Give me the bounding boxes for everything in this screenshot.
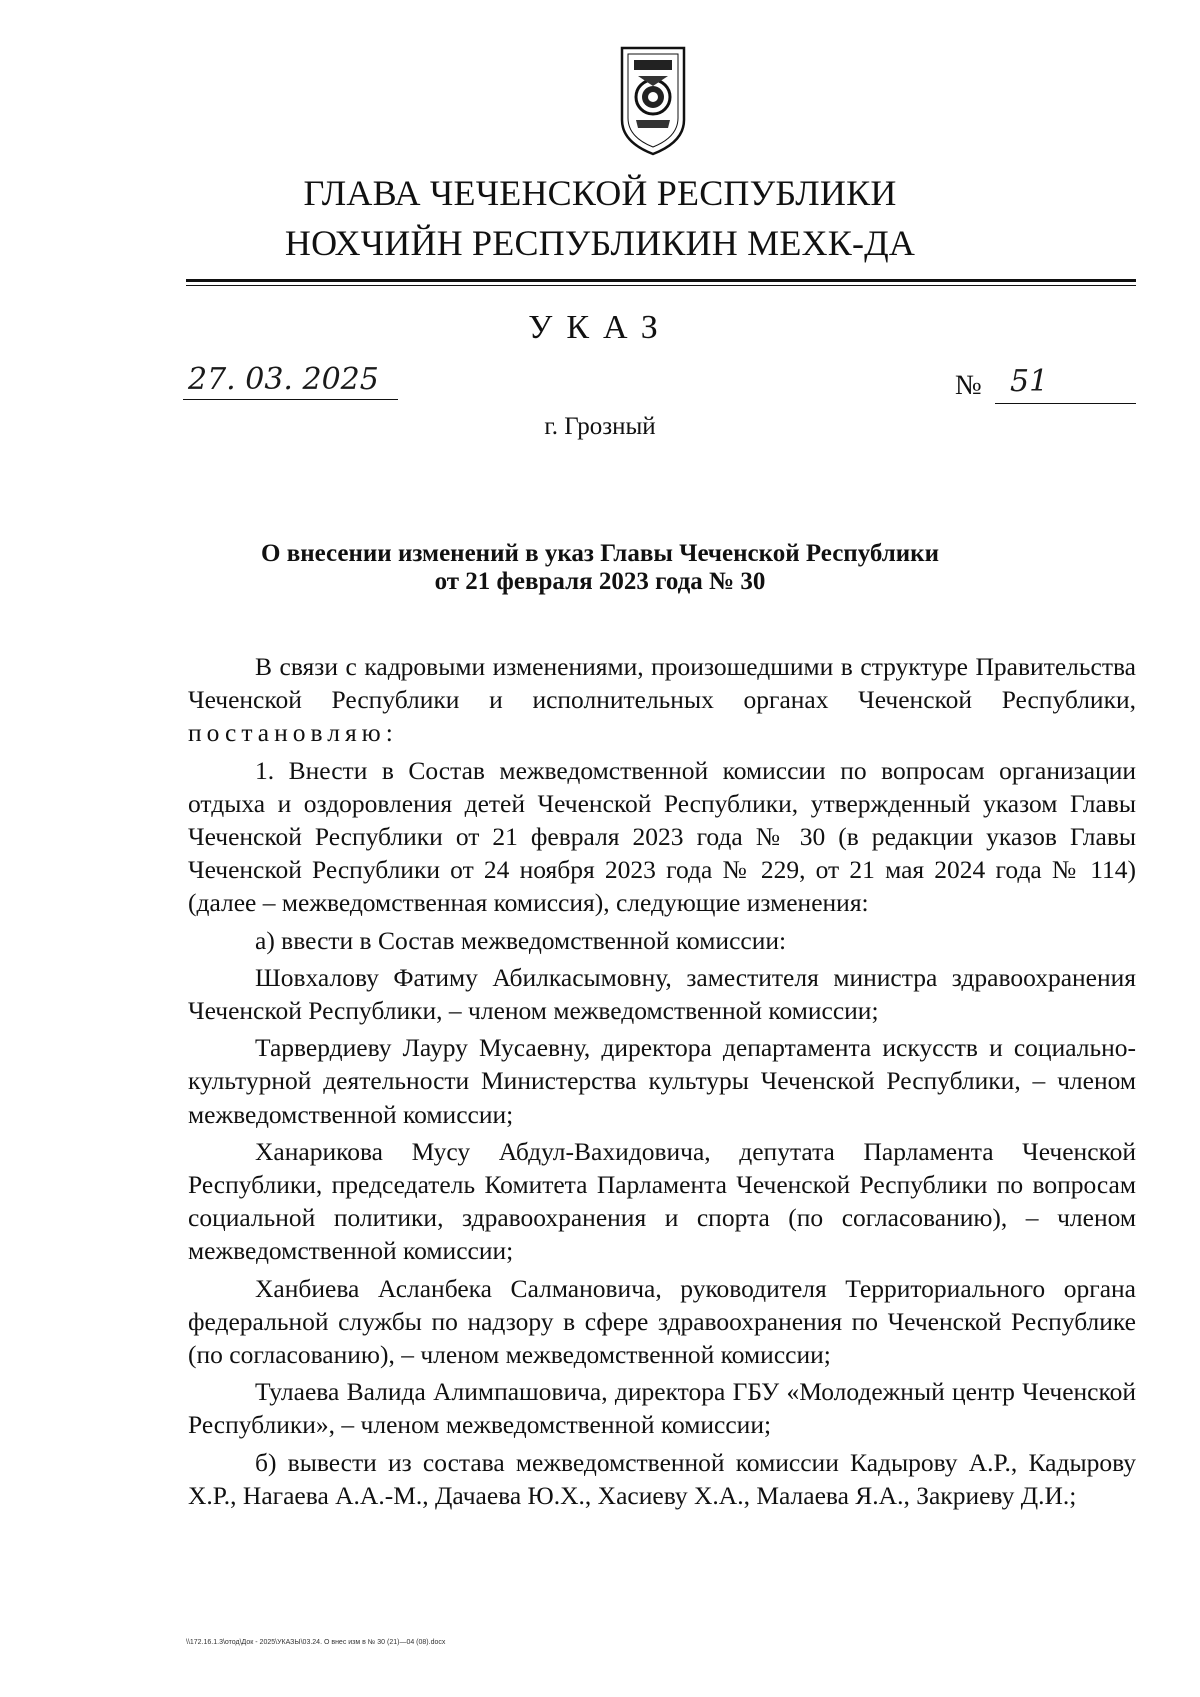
subject-line-1: О внесении изменений в указ Главы Чеченской Республики (261, 540, 939, 567)
body-paragraph: а) ввести в Состав межведомственной комиссии: (255, 925, 787, 955)
footer-file-path: \\172.16.1.3\отод\Док - 2025\УКАЗЫ\03.24. О внес изм в № 30 (21)—04 (08).docx (186, 1639, 446, 1646)
decree-subject (0, 540, 1200, 596)
body-paragraph: Тулаева Валида Алимпашовича, директора ГБУ «Молодежный центр Чеченской Республики», – членом межведомственной комиссии; (188, 1377, 1136, 1440)
body-paragraph: Шовхалову Фатиму Абилкасымовну, заместителя министра здравоохранения Чеченской Республики, – членом межведомственной комиссии; (188, 962, 1136, 1026)
number-underline (995, 403, 1136, 404)
body-paragraph (188, 650, 1136, 750)
decree-city: г. Грозный (544, 413, 656, 440)
decree-title: УКАЗ (528, 309, 672, 346)
preamble-resolve: постановляю: (188, 718, 398, 748)
subject-line-2: от 21 февраля 2023 года № 30 (434, 568, 766, 595)
coat-of-arms-emblem (618, 42, 688, 160)
body-paragraph: Тарвердиеву Лауру Мусаевну, директора департамента искусств и социально-культурной деятельности Министерства культуры Чеченской Республики, – членом межведомственной комиссии; (188, 1033, 1136, 1129)
body-paragraph: Ханарикова Мусу Абдул-Вахидовича, депутата Парламента Чеченской Республики, председатель Комитета Парламента Чеченской Республики по вопросам социальной политики, здравоохранения и спорта (по согласованию), – членом межведомственной комиссии; (188, 1136, 1136, 1266)
decree-number-handwritten: 51 (1010, 364, 1049, 399)
decree-date-handwritten: 27. 03. 2025 (188, 362, 379, 397)
body-paragraph: 1. Внести в Состав межведомственной комиссии по вопросам организации отдыха и оздоровления детей Чеченской Республики, утвержденный указом Главы Чеченской Республики от 21 февраля 2023 года № 30 (в редакции указов Главы Чеченской Республики от 24 ноября 2023 года № 229, от 21 мая 2024 года № 114) (далее – межведомственная комиссия), следующие изменения: (188, 755, 1136, 918)
decree-body (188, 650, 1136, 1516)
decree-number-label: № (955, 370, 982, 401)
date-underline (183, 399, 398, 400)
header-rule-thin (186, 285, 1136, 286)
header-line-1: ГЛАВА ЧЕЧЕНСКОЙ РЕСПУБЛИКИ (303, 173, 897, 213)
header-rule-thick (186, 279, 1136, 282)
header-line-2: НОХЧИЙН РЕСПУБЛИКИН МЕХК-ДА (284, 223, 916, 263)
preamble-text: В связи с кадровыми изменениями, произошедшими в структуре Правительства Чеченской Республики и исполнительных органах Чеченской Республики, (188, 652, 1136, 715)
body-paragraph: Ханбиева Асланбека Салмановича, руководителя Территориального органа федеральной службы по надзору в сфере здравоохранения по Чеченской Республике (по согласованию), – членом межведомственной комиссии; (188, 1273, 1136, 1370)
body-paragraph: б) вывести из состава межведомственной комиссии Кадырову А.Р., Кадырову Х.Р., Нагаева А.А.-М., Дачаева Ю.Х., Хасиеву Х.А., Малаева Я.А., Закриеву Д.И.; (188, 1447, 1136, 1510)
